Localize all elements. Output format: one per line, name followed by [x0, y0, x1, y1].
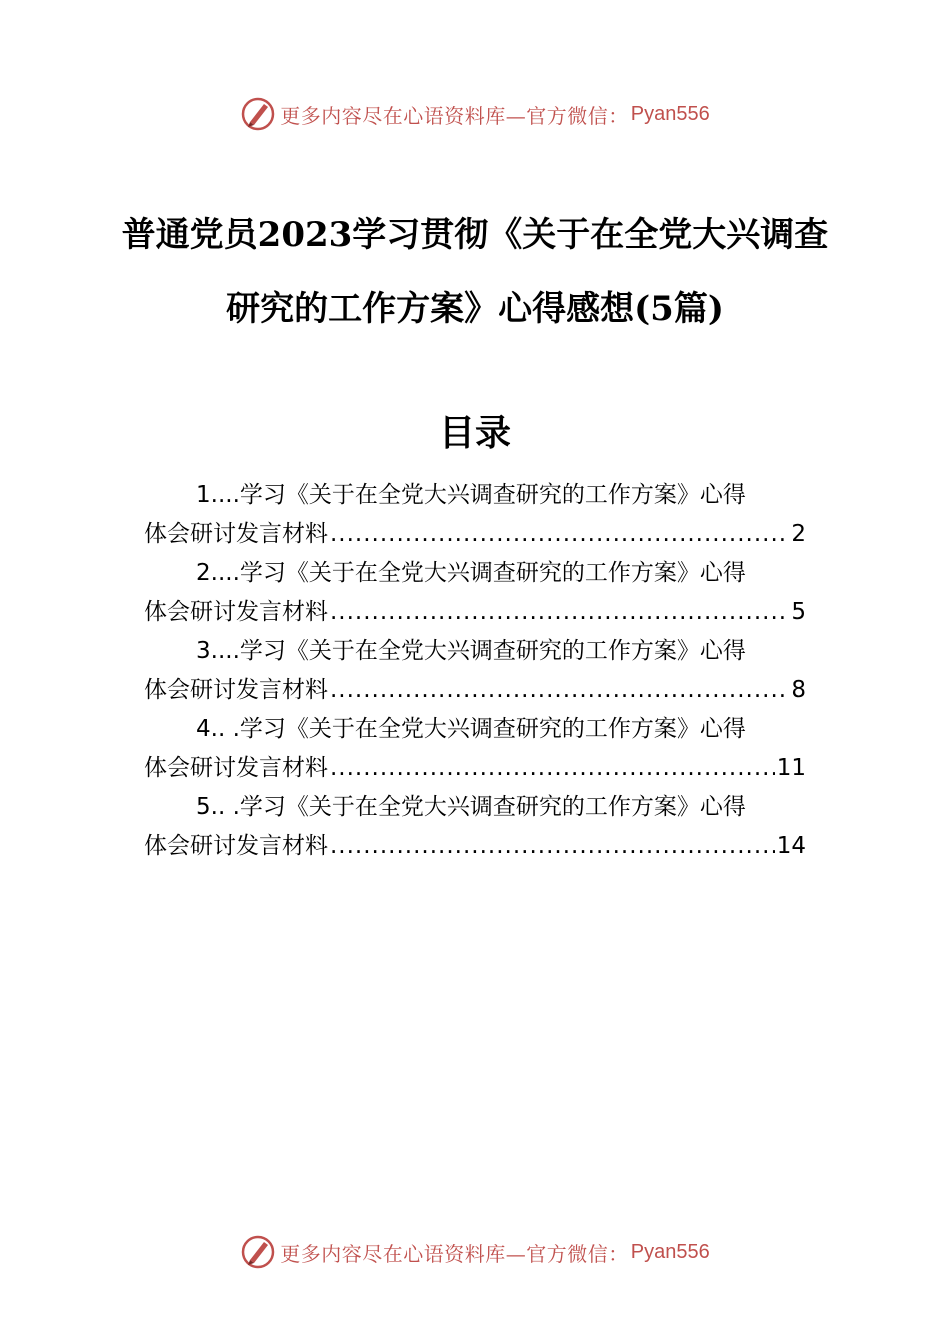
- toc-entry-2[interactable]: [144, 554, 806, 632]
- table-of-contents: [144, 476, 806, 866]
- toc-page-number: 11: [776, 755, 806, 781]
- banner-wechat-id: Pyan556: [630, 1240, 710, 1263]
- toc-entry-title: 4.. .学习《关于在全党大兴调查研究的工作方案》心得: [196, 716, 746, 742]
- toc-entry-title: 5.. .学习《关于在全党大兴调查研究的工作方案》心得: [196, 794, 746, 820]
- toc-entry-title: 1....学习《关于在全党大兴调查研究的工作方案》心得: [196, 482, 746, 508]
- pen-logo-icon: [240, 1234, 276, 1270]
- banner-text: 更多内容尽在心语资料库—官方微信：: [280, 103, 629, 128]
- toc-entry-title-cont: 体会研讨发言材料: [144, 755, 328, 781]
- dot-leader: [330, 515, 789, 554]
- dot-leader: [330, 827, 775, 866]
- document-title: 普通党员2023学习贯彻《关于在全党大兴调查研究的工作方案》心得感想(5篇): [121, 215, 829, 329]
- toc-entry-title: 3....学习《关于在全党大兴调查研究的工作方案》心得: [196, 638, 746, 664]
- banner-wechat-id: Pyan556: [630, 102, 710, 125]
- toc-entry-5[interactable]: [144, 788, 806, 866]
- toc-entry-1[interactable]: [144, 476, 806, 554]
- banner-text: 更多内容尽在心语资料库—官方微信：: [280, 1241, 629, 1266]
- header-banner: [0, 92, 950, 136]
- pen-logo-icon: [240, 96, 276, 132]
- dot-leader: [330, 671, 789, 710]
- toc-page-number: 5: [791, 599, 806, 625]
- toc-entry-title: 2....学习《关于在全党大兴调查研究的工作方案》心得: [196, 560, 746, 586]
- toc-page-number: 2: [791, 521, 806, 547]
- toc-page-number: 8: [791, 677, 806, 703]
- dot-leader: [330, 749, 775, 788]
- toc-page-number: 14: [776, 833, 806, 859]
- dot-leader: [330, 593, 789, 632]
- toc-heading: 目录: [438, 412, 511, 454]
- toc-entry-title-cont: 体会研讨发言材料: [144, 677, 328, 703]
- toc-entry-3[interactable]: [144, 632, 806, 710]
- toc-entry-title-cont: 体会研讨发言材料: [144, 833, 328, 859]
- footer-banner: [0, 1230, 950, 1274]
- toc-entry-title-cont: 体会研讨发言材料: [144, 599, 328, 625]
- toc-entry-4[interactable]: [144, 710, 806, 788]
- toc-entry-title-cont: 体会研讨发言材料: [144, 521, 328, 547]
